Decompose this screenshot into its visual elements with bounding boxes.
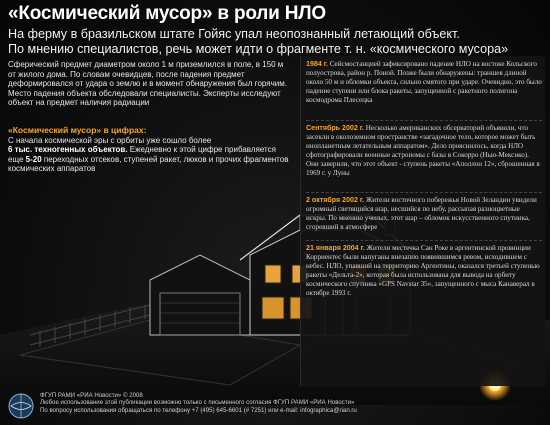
footer-usage: Любое использование этой публикации возможно только с письменного согласия ФГУП РАМИ «РИА Новости» [40, 399, 355, 407]
event-date: 1984 г. [306, 60, 328, 68]
event-oct-2002 [306, 196, 542, 232]
event-date: 21 января 2004 г. [306, 244, 365, 252]
debris-line-1: С начала космической эры с орбиты уже сошло более [8, 135, 212, 145]
footer-contact: По вопросу использования обращаться по телефону +7 (495) 645-6601 (# 7251) или e-mail: infographica@rian.ru [40, 406, 357, 414]
subtitle-line-1: На ферму в бразильском штате Гойяс упал неопознанный летающий объект. [8, 27, 460, 41]
footer-credits [40, 392, 545, 414]
event-text: Несколько американских обсерваторий объявили, что засекли в околоземном пространстве «загадочное тело, которое может быть инопланетным летательным аппаратом». Дело прояснилось, когда НЛО сфотографировали военные астрономы с базы в Сокорро (Нью-Мексико). Они заверили, что этот объект - ступень ракеты «Аполлон 12», сброшенная в 1969 г. у Луны [306, 124, 540, 177]
event-date: Сентябрь 2002 г. [306, 124, 364, 132]
ria-novosti-logo [8, 393, 34, 419]
event-divider [306, 120, 542, 121]
intro-text: Сферический предмет диаметром около 1 м приземлился в поле, в 150 м от жилого дома. По словам очевидцев, после падения предмет деформировался от удара о землю и в момент обнаружения был горячим. Место падения объекта обследовали специалисты. Эксперты исследуют объект на предмет наличия радиации [8, 60, 287, 108]
debris-stats [8, 126, 293, 174]
event-divider [306, 192, 542, 193]
debris-line-2: Ежедневно к этой цифре прибавляется еще [8, 145, 276, 164]
debris-body [8, 136, 293, 174]
event-date: 2 октября 2002 г. [306, 196, 365, 204]
debris-line-3: переходных отсеков, ступеней ракет, люков и прочих фрагментов космических аппаратов [8, 154, 289, 174]
debris-daily-highlight: 5-20 [25, 154, 42, 164]
event-text: Жители местечка Сан Роке в аргентинской провинции Корриентес были напуганы внезапно появившимся ревом, исходившем с небес. НЛО, упавший на территорию Аргентины, оказался третьей ступенью ракеты «Дельта-2», которая была использована для вывода на орбиту космического спутника «GPS Navstar 35», запущенного с мыса Канаверал в октябре 1993 г. [306, 244, 540, 297]
event-sept-2002 [306, 124, 542, 178]
page-title: «Космический мусор» в роли НЛО [8, 3, 326, 24]
page-subtitle [8, 27, 548, 57]
event-divider [306, 240, 542, 241]
subtitle-line-2: По мнению специалистов, речь может идти о фрагменте т. н. «космического мусора» [8, 42, 509, 56]
footer-copyright: ФГУП РАМИ «РИА Новости» © 2008 [40, 392, 143, 399]
debris-heading: «Космический мусор» в цифрах: [8, 125, 147, 135]
event-text: Сейсмостанцией зафиксировано падение НЛО на востоке Кольского полуострова, район р. Поной. Позже были обнаружены: траншея длиной около 50 м и обломки объекта, сильно смятого при ударе. Очевидно, это было падение ступени или блока ракеты, запущенной с ракетного полигона космодрома Плесецка [306, 60, 542, 104]
event-jan-2004 [306, 244, 542, 298]
event-1984 [306, 60, 542, 105]
debris-count-highlight: 6 тыс. техногенных объектов. [8, 145, 128, 155]
event-text: Жители восточного побережья Новой Зеландии увидели огромный светящийся шар, несшийся по небу, рассыпая разноцветные искры. По мнению ученых, этот шар – обломок искусственного спутника, сгоревший в атмосфере [306, 196, 537, 231]
